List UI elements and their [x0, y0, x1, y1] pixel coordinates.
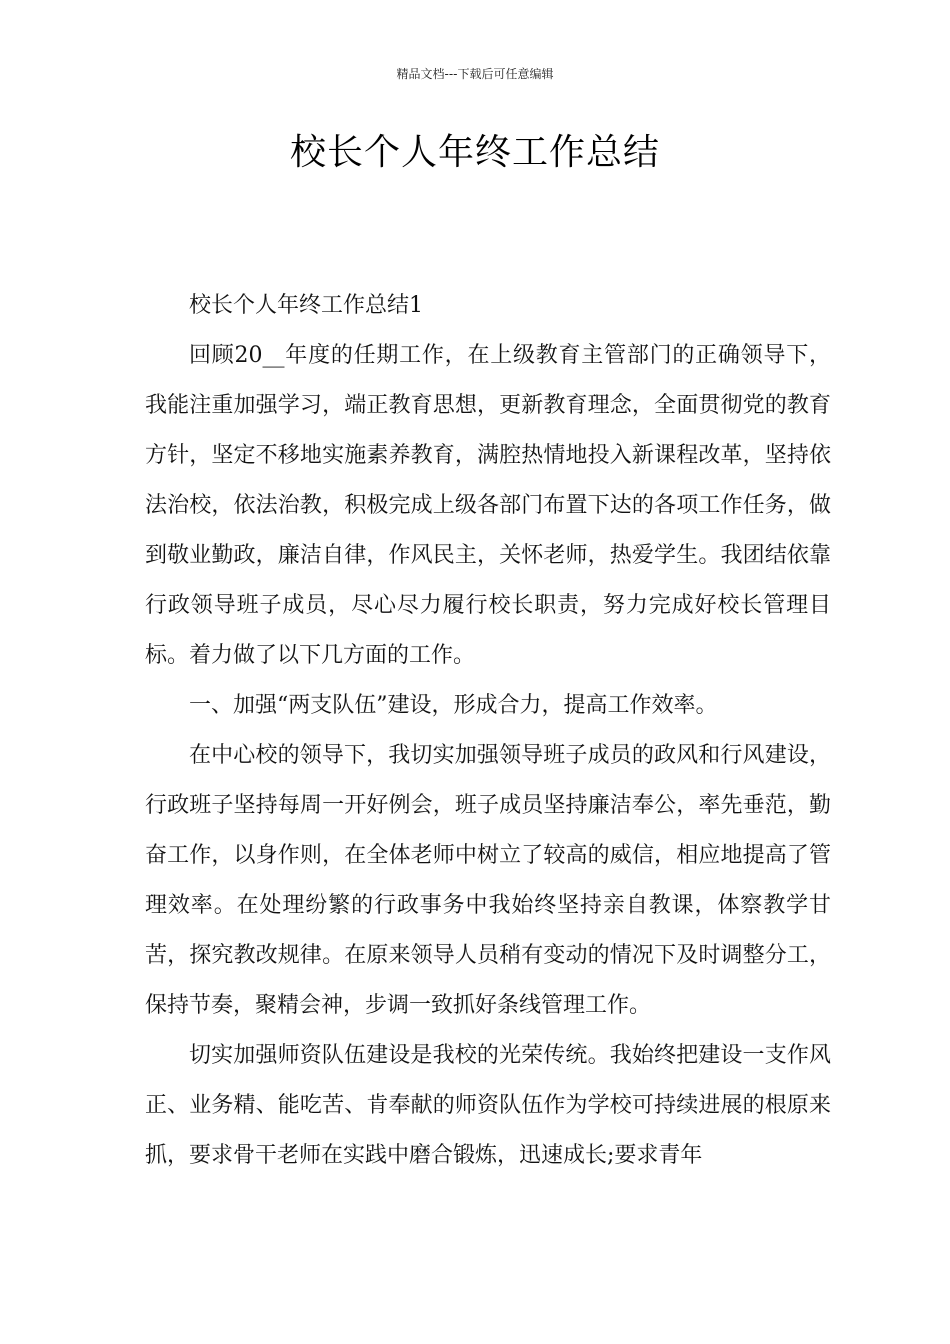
- page-header-note: 精品文档---下载后可任意编辑: [396, 67, 554, 81]
- document-title: 校长个人年终工作总结: [289, 132, 660, 173]
- paragraph-review: 回顾20__年度的任期工作，在上级教育主管部门的正确领导下，我能注重加强学习，端正教育思想，更新教育理念，全面贯彻党的教育方针，坚定不移地实施素养教育，满腔热情地投入新课程改革，坚持依法治校，依法治教，积极完成上级各部门布置下达的各项工作任务，做到敬业勤政，廉洁自律，作风民主，关怀老师，热爱学生。我团结依靠行政领导班子成员，尽心尽力履行校长职责，努力完成好校长管理目标。着力做了以下几方面的工作。: [145, 343, 831, 668]
- subsection-heading: 一、加强“两支队伍”建设，形成合力，提高工作效率。: [189, 693, 718, 718]
- paragraph-leadership: 在中心校的领导下，我切实加强领导班子成员的政风和行风建设，行政班子坚持每周一开好例会，班子成员坚持廉洁奉公，率先垂范，勤奋工作，以身作则，在全体老师中树立了较高的威信，相应地提高了管理效率。在处理纷繁的行政事务中我始终坚持亲自教课，体察教学甘苦，探究教改规律。在原来领导人员稍有变动的情况下及时调整分工，保持节奏，聚精会神，步调一致抓好条线管理工作。: [145, 743, 831, 1018]
- section-heading: 校长个人年终工作总结1: [189, 293, 423, 318]
- document-body: [145, 281, 831, 1181]
- paragraph-teachers: 切实加强师资队伍建设是我校的光荣传统。我始终把建设一支作风正、业务精、能吃苦、肯奉献的师资队伍作为学校可持续进展的根原来抓，要求骨干老师在实践中磨合锻炼，迅速成长;要求青年: [145, 1043, 831, 1168]
